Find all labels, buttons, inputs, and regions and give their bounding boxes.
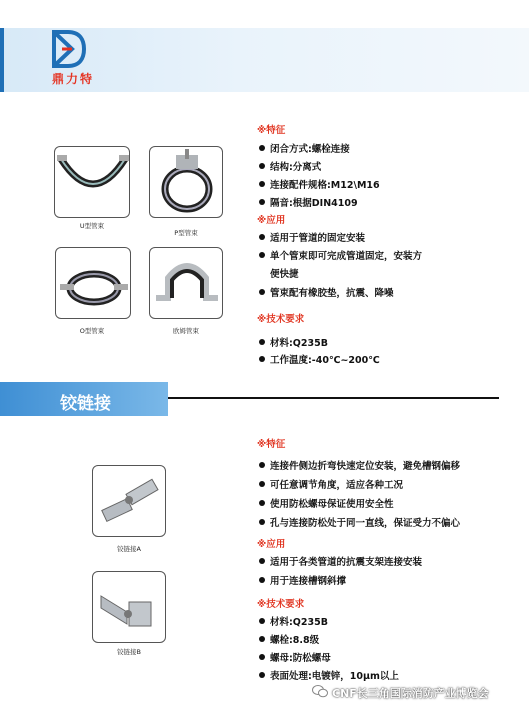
wechat-icon [312, 684, 328, 698]
tech-item: 工作温度:-40℃~200℃ [259, 352, 380, 366]
feature-item: 可任意调节角度，适应各种工况 [259, 477, 403, 491]
features-title: ※特征 [257, 125, 286, 136]
usage-item: 管束配有橡胶垫，抗震、降噪 [259, 285, 394, 299]
section-divider [168, 397, 499, 399]
product-caption: 铰链接B [117, 648, 141, 656]
feature-item: 使用防松螺母保证使用安全性 [259, 496, 394, 510]
section-title: 铰链接 [60, 394, 111, 414]
p-clamp-icon [150, 147, 223, 218]
usage-item-continued: 便快捷 [270, 269, 299, 280]
product-image-hinge-a [92, 465, 166, 537]
header-accent [0, 28, 4, 92]
product-caption: U型管束 [79, 222, 105, 230]
tech-item: 螺栓:8.8级 [259, 632, 319, 646]
feature-item: 闭合方式:螺栓连接 [259, 141, 350, 155]
u-clamp-icon [55, 147, 130, 218]
brand-logo [34, 30, 106, 88]
feature-item: 结构:分离式 [259, 159, 321, 173]
brand-mark-icon [52, 30, 86, 68]
watermark-text: CNF长三角国际消防产业博览会 [332, 687, 489, 700]
o-clamp-icon [56, 248, 131, 319]
tech-item: 表面处理:电镀锌，10μm以上 [259, 668, 399, 682]
feature-item: 连接配件规格:M12\M16 [259, 177, 380, 191]
hinge-b-icon [93, 572, 166, 643]
usage-title: ※应用 [257, 539, 286, 550]
usage-title: ※应用 [257, 215, 286, 226]
feature-item: 孔与连接防松处于同一直线，保证受力不偏心 [259, 515, 460, 529]
product-image-omega-clamp [149, 247, 223, 319]
features-title: ※特征 [257, 439, 286, 450]
tech-item: 材料:Q235B [259, 335, 328, 349]
product-caption: O型管束 [79, 327, 105, 335]
usage-item: 适用于各类管道的抗震支架连接安装 [259, 554, 422, 568]
product-caption: P型管束 [174, 229, 198, 237]
tech-title: ※技术要求 [257, 599, 305, 610]
feature-item: 连接件侧边折弯快速定位安装，避免槽钢偏移 [259, 458, 460, 472]
usage-item: 用于连接槽钢斜撑 [259, 573, 346, 587]
omega-clamp-icon [150, 248, 223, 319]
tech-item: 螺母:防松螺母 [259, 650, 331, 664]
product-image-o-clamp [55, 247, 131, 319]
usage-item: 单个管束即可完成管道固定，安装方 [259, 248, 422, 262]
tech-item: 材料:Q235B [259, 614, 328, 628]
tech-title: ※技术要求 [257, 314, 305, 325]
product-caption: 铰链接A [117, 545, 141, 553]
product-image-u-clamp [54, 146, 130, 218]
brand-name: 鼎力特 [51, 72, 94, 86]
hinge-a-icon [93, 466, 166, 537]
product-caption: 欧姆管束 [173, 327, 199, 335]
feature-item: 隔音:根据DIN4109 [259, 195, 358, 209]
product-image-hinge-b [92, 571, 166, 643]
usage-item: 适用于管道的固定安装 [259, 230, 365, 244]
product-image-p-clamp [149, 146, 223, 218]
